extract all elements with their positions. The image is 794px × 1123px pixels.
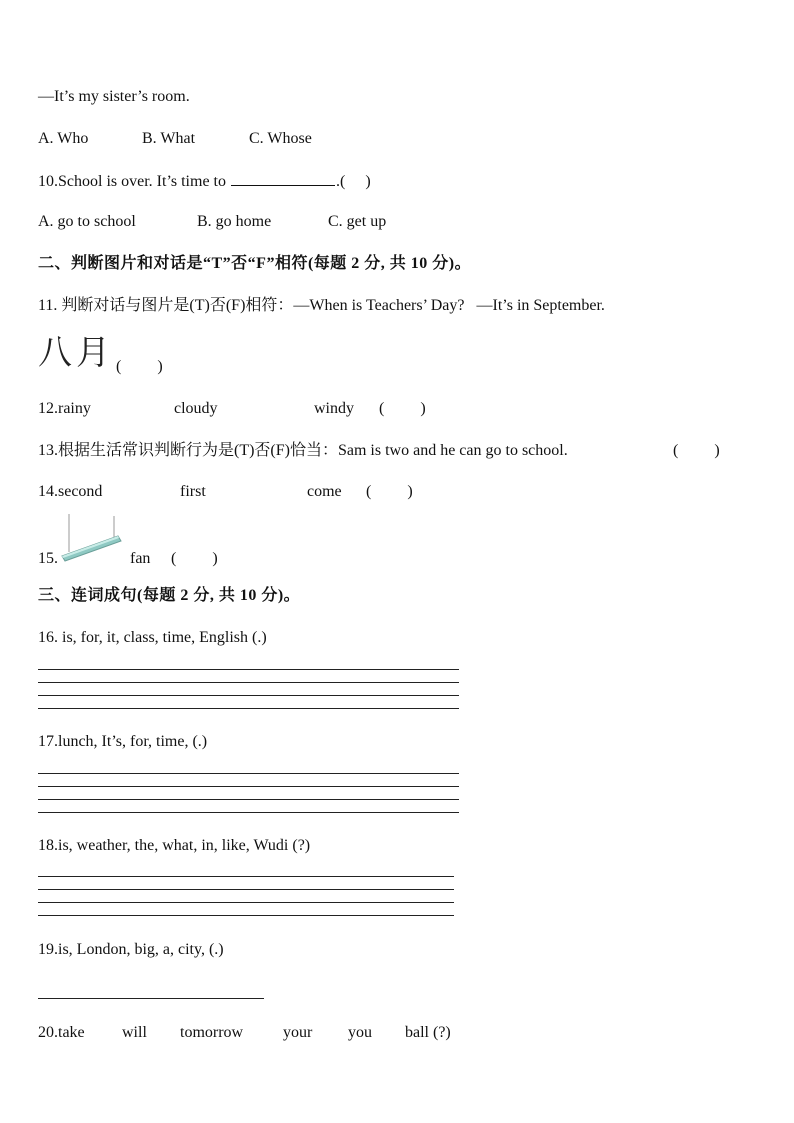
q18-text: 18.is, weather, the, what, in, like, Wudi (?) [38,837,311,854]
q10-stem [38,171,371,192]
q11-answer-paren[interactable]: ( ) [116,358,163,375]
q18-writing-line-4[interactable] [38,915,454,916]
q12-word-3: windy [314,400,354,417]
q11-text: 11. 判断对话与图片是(T)否(F)相符：—When is Teachers’ Day? —It’s in September. [38,297,605,314]
q16-writing-line-3[interactable] [38,695,459,696]
q19-text: 19.is, London, big, a, city, (.) [38,941,224,958]
q13-answer-paren[interactable]: ( ) [673,442,720,459]
q10-option-a: A. go to school [38,213,136,230]
q15-word: fan [130,550,151,567]
q9-option-c: C. Whose [249,130,312,147]
section3-heading: 三、连词成句(每题 2 分, 共 10 分)。 [38,587,301,604]
q11-picture-august: 八月 [38,333,114,373]
q10-stem-after: .( ) [336,173,371,190]
q17-writing-line-3[interactable] [38,799,459,800]
q20-word-4: your [283,1024,313,1041]
q9-option-a: A. Who [38,130,89,147]
q15-number: 15. [38,550,58,567]
q12-answer-paren[interactable]: ( ) [379,400,426,417]
q10-option-c: C. get up [328,213,387,230]
q18-writing-line-1[interactable] [38,876,454,877]
q16-writing-line-1[interactable] [38,669,459,670]
q14-word-3: come [307,483,342,500]
q14-answer-paren[interactable]: ( ) [366,483,413,500]
q10-stem-before: 10.School is over. It’s time to [38,173,230,190]
q20-word-2: will [122,1024,147,1041]
q17-writing-line-4[interactable] [38,812,459,813]
q16-text: 16. is, for, it, class, time, English (.) [38,629,267,646]
q20-word-6: ball (?) [405,1024,451,1041]
q20-word-5: you [348,1024,372,1041]
q10-option-b: B. go home [197,213,272,230]
q19-writing-line[interactable] [38,998,264,999]
q20-word-3: tomorrow [180,1024,244,1041]
q20-word-1: 20.take [38,1024,85,1041]
section2-heading: 二、判断图片和对话是“T”否“F”相符(每题 2 分, 共 10 分)。 [38,255,472,272]
q15-answer-paren[interactable]: ( ) [171,550,218,567]
q13-text: 13.根据生活常识判断行为是(T)否(F)恰当：Sam is two and he can go to school. [38,442,568,459]
q18-writing-line-2[interactable] [38,889,454,890]
q14-word-1: 14.second [38,483,103,500]
q17-text: 17.lunch, It’s, for, time, (.) [38,733,208,750]
q17-writing-line-2[interactable] [38,786,459,787]
q9-option-b: B. What [142,130,196,147]
q12-word-1: 12.rainy [38,400,91,417]
q9-answer-line: —It’s my sister’s room. [38,88,190,105]
q14-word-2: first [180,483,206,500]
q17-writing-line-1[interactable] [38,773,459,774]
q16-writing-line-2[interactable] [38,682,459,683]
q10-blank[interactable] [231,171,335,186]
q16-writing-line-4[interactable] [38,708,459,709]
q18-writing-line-3[interactable] [38,902,454,903]
q12-word-2: cloudy [174,400,218,417]
fluorescent-lamp-icon [58,512,124,564]
